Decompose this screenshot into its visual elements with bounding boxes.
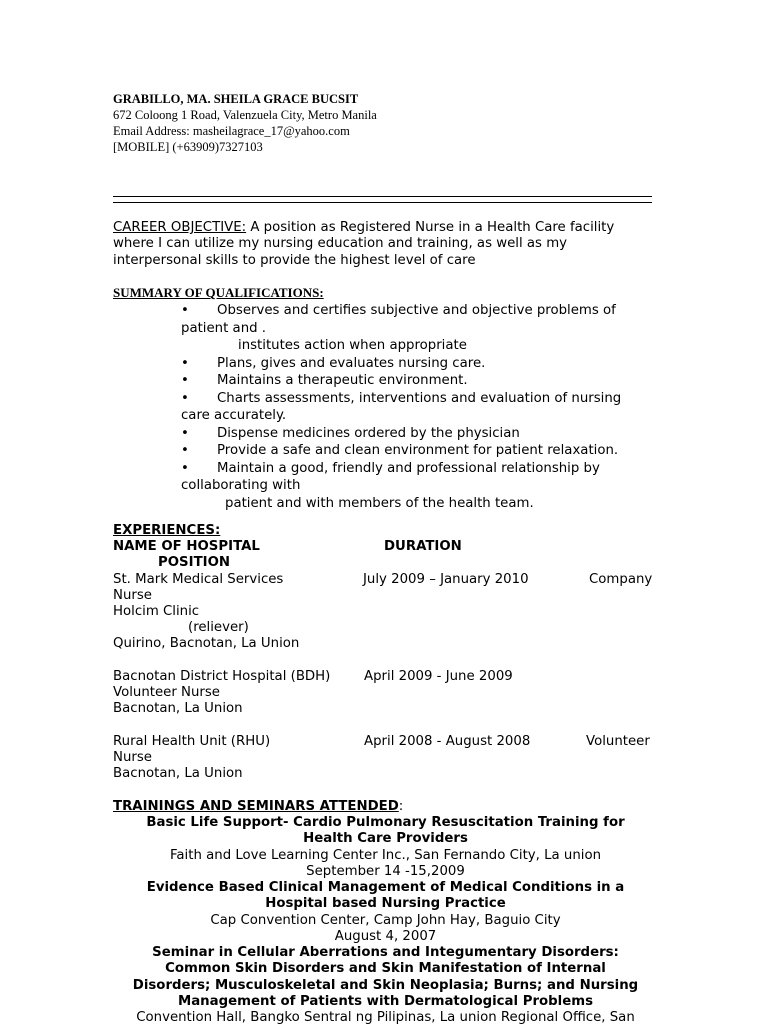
training-date: August 4, 2007 [334,928,437,944]
career-objective-section [113,220,658,269]
experience-position-cont: Nurse [113,750,152,765]
bullet-icon: • [181,460,189,476]
column-position-header: POSITION [158,555,231,570]
training-item [113,815,658,880]
training-title: Seminar in Cellular Aberrations and Integumentary Disorders: [152,945,619,960]
bullet-icon: • [181,425,189,441]
address: 672 Coloong 1 Road, Valenzuela City, Metro Manila [113,108,377,122]
list-item [181,460,651,513]
qualification-text: Maintain a good, friendly and professional relationship by [217,460,600,476]
list-item [181,302,651,355]
experience-position: Volunteer Nurse [113,685,220,700]
experience-position: Volunteer [586,734,650,749]
qualification-text: Charts assessments, interventions and evaluation of nursing [217,390,622,406]
experience-duration: July 2009 – January 2010 [363,572,529,587]
career-objective-line-2: where I can utilize my nursing education and training, as well as my [113,236,568,252]
qualification-text: Provide a safe and clean environment for patient relaxation. [217,443,619,458]
contact-header [113,91,377,155]
qualification-text: Observes and certifies subjective and objective problems of [217,303,616,318]
training-item [113,880,658,945]
qualification-text: patient and with members of the health team. [225,495,534,511]
training-venue: Faith and Love Learning Center Inc., San Fernando City, La union [169,847,602,863]
applicant-name: GRABILLO, MA. SHEILA GRACE BUCSIT [113,92,359,106]
bullet-icon: • [181,443,189,458]
experience-location: Quirino, Bacnotan, La Union [113,636,300,651]
experience-duration: April 2008 - August 2008 [364,734,531,749]
bullet-icon: • [181,303,189,318]
experience-detail: (reliever) [188,620,249,635]
column-duration-header: DURATION [384,539,462,554]
list-item [181,372,651,390]
career-objective-heading: CAREER OBJECTIVE: [113,220,247,235]
column-hospital-header: NAME OF HOSPITAL [113,539,260,554]
career-objective-line-1: A position as Registered Nurse in a Health Care facility [246,220,615,235]
training-title: Hospital based Nursing Practice [265,896,506,912]
training-venue: Convention Hall, Bangko Sentral ng Pilipinas, La union Regional Office, San [136,1010,635,1026]
experience-hospital: Rural Health Unit (RHU) [113,734,271,749]
qualifications-list [181,302,651,512]
qualification-text: Maintains a therapeutic environment. [217,373,468,388]
bullet-icon: • [181,390,189,406]
experience-position: Company [589,572,653,587]
experience-position-cont: Nurse [113,588,152,603]
training-title: Common Skin Disorders and Skin Manifestation of Internal [165,961,606,977]
bullet-icon: • [181,355,189,371]
list-item [181,390,651,425]
experience-location: Bacnotan, La Union [113,701,243,716]
list-item [181,442,651,460]
experiences-heading: EXPERIENCES: [113,523,221,538]
experience-duration: April 2009 - June 2009 [364,669,513,684]
training-title: Management of Patients with Dermatological Problems [177,993,594,1009]
trainings-heading [113,799,403,815]
trainings-heading-text: TRAININGS AND SEMINARS ATTENDED [113,799,399,814]
qualification-text: institutes action when appropriate [238,338,467,353]
list-item [181,425,651,443]
qualification-text: care accurately. [181,408,287,423]
training-title: Evidence Based Clinical Management of Medical Conditions in a [146,880,625,895]
career-objective-line-3: interpersonal skills to provide the highest level of care [113,252,476,268]
experience-hospital: St. Mark Medical Services [113,572,284,587]
training-title: Basic Life Support- Cardio Pulmonary Resuscitation Training for [146,815,625,830]
experience-location: Bacnotan, La Union [113,766,243,781]
list-item [181,355,651,373]
trainings-heading-colon: : [398,799,404,814]
experience-hospital: Bacnotan District Hospital (BDH) [113,669,331,684]
qualification-text: collaborating with [181,478,301,493]
mobile-number: [MOBILE] (+63909)7327103 [113,140,263,154]
qualifications-heading: SUMMARY OF QUALIFICATIONS: [113,285,324,300]
bullet-icon: • [181,373,189,388]
qualification-text: Plans, gives and evaluates nursing care. [217,355,486,371]
training-title: Health Care Providers [303,831,468,847]
experience-detail: Holcim Clinic [113,604,200,619]
divider-line-bottom [113,202,652,203]
qualification-text: patient and . [181,320,267,336]
training-title: Disorders; Musculoskeletal and Skin Neoplasia; Burns; and Nursing [132,977,639,993]
email-address: Email Address: masheilagrace_17@yahoo.com [113,124,350,138]
training-date: September 14 -15,2009 [306,863,465,879]
divider-line-top [113,196,652,197]
training-venue: Cap Convention Center, Camp John Hay, Baguio City [210,912,561,928]
qualification-text: Dispense medicines ordered by the physician [217,425,520,441]
training-item [113,945,658,1026]
